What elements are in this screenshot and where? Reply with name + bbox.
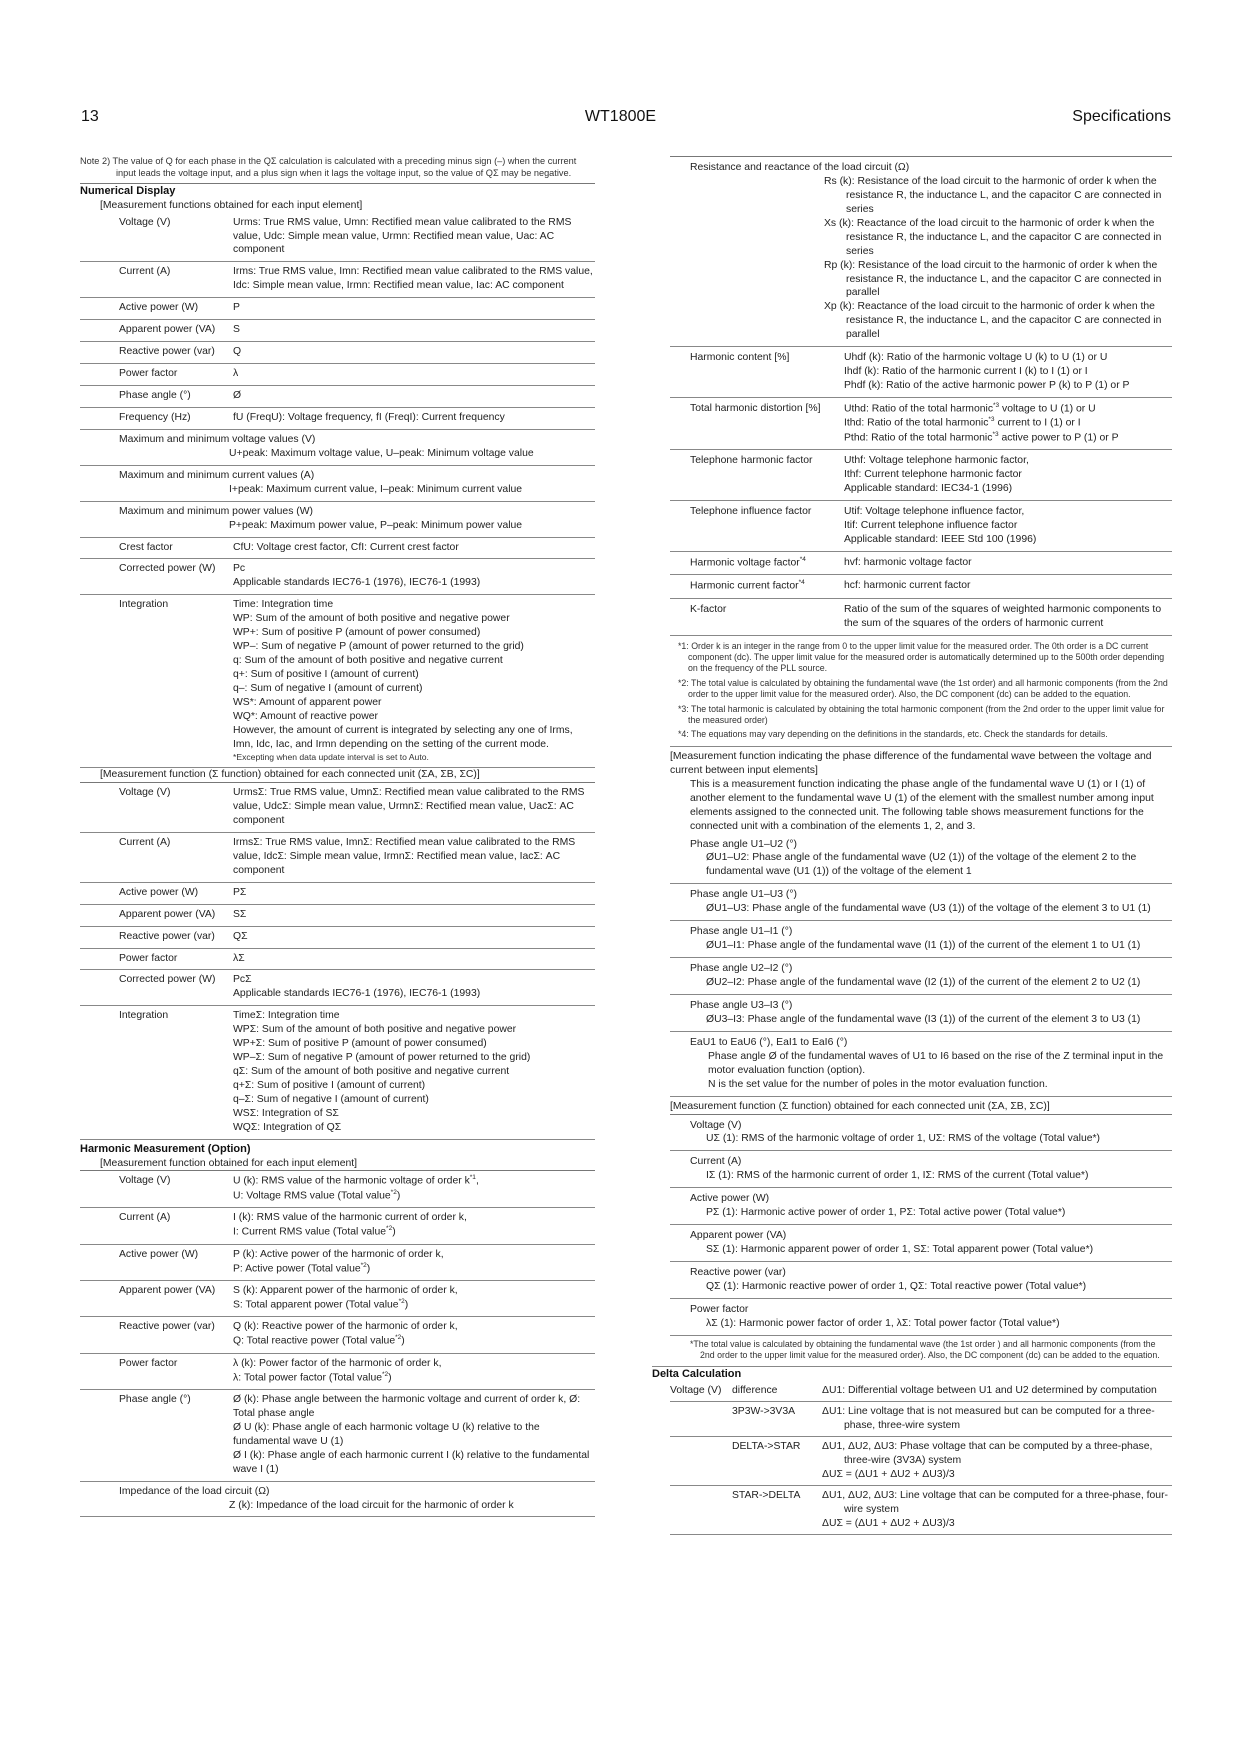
- phase-item: [670, 995, 1172, 1032]
- delta-row: [670, 1437, 1172, 1486]
- row-value: Pc: [233, 563, 246, 575]
- delta-mode: 3P3W->3V3A: [732, 1406, 796, 1418]
- row-label: Reactive power (var): [119, 1321, 215, 1333]
- harmonic-current-row: Current (A) I (k): RMS value of the harmonic current of order k, I: Current RMS value (Total value$^{*2}$): [80, 1208, 595, 1244]
- row-label: Total harmonic distortion [%]: [690, 403, 821, 414]
- delta-line: ΔU1, ΔU2, ΔU3: Phase voltage that can be computed by a three-phase, three-wire (3V3A) system: [822, 1441, 1153, 1467]
- text-line: WPΣ: Sum of the amount of both positive and negative power: [233, 1024, 517, 1036]
- row-value: QΣ: [233, 930, 248, 942]
- row-label: Current (A): [119, 266, 171, 278]
- delta-row: [670, 1486, 1172, 1535]
- table-row: [80, 927, 595, 949]
- phase-item: [670, 958, 1172, 995]
- row-label: Integration: [119, 599, 169, 611]
- table-row: [80, 298, 595, 320]
- row-value: λ (k): Power factor of the harmonic of order k,: [233, 1357, 442, 1369]
- row-value: Ratio of the sum of the squares of weighted harmonic components to the sum of the squares of the orders of harmonic current: [844, 603, 1162, 629]
- thd-text: voltage to U (1) or U: [999, 403, 1096, 415]
- row-value: U (k): RMS value of the harmonic voltage of order k: [233, 1175, 470, 1187]
- phase-item-text: ØU1–U2: Phase angle of the fundamental wave (U2 (1)) of the voltage of the element 2 to the fundamental wave (U1 (1)) of the voltage of the element 1: [706, 852, 1137, 878]
- harmonic-active-power-row: Active power (W) P (k): Active power of the harmonic of order k, P: Active power (Total value$^{*2}$): [80, 1245, 595, 1281]
- sigma-item-title: Voltage (V): [690, 1119, 742, 1131]
- crest-factor-row: [80, 538, 595, 560]
- sigma-item-text: λΣ (1): Harmonic power factor of order 1, λΣ: Total power factor (Total value*): [706, 1317, 1060, 1329]
- row-label: Crest factor: [119, 541, 173, 553]
- phase-item: [670, 921, 1172, 958]
- text-line: Ihdf (k): Ratio of the harmonic current I (k) to I (1) or I: [844, 366, 1088, 378]
- text-line: Applicable standard: IEC34-1 (1996): [844, 483, 1013, 495]
- delta-value: [822, 1384, 1172, 1398]
- row-label: Maximum and minimum current values (A): [119, 469, 315, 481]
- row-label: Voltage (V): [119, 216, 171, 228]
- text-line: Itif: Current telephone influence factor: [844, 519, 1018, 531]
- delta-line: ΔU1, ΔU2, ΔU3: Line voltage that can be computed for a three-phase, four-wire system: [822, 1489, 1169, 1515]
- row-label: Reactive power (var): [119, 930, 215, 942]
- text-line: q+Σ: Sum of positive I (amount of current): [233, 1080, 426, 1092]
- row-label: Harmonic current factor: [690, 580, 799, 592]
- integration-row: [80, 595, 595, 768]
- row-value-standards: Applicable standards IEC76-1 (1976), IEC76-1 (1993): [233, 577, 481, 589]
- phase-item: [670, 834, 1172, 885]
- table-row: [80, 883, 595, 905]
- integration-lines: [233, 598, 595, 751]
- row-label: Reactive power (var): [119, 346, 215, 358]
- corrected-power-sigma-row: [80, 970, 595, 1006]
- row-label: Voltage (V): [119, 1175, 171, 1187]
- table-row: [80, 262, 595, 298]
- row-label: Resistance and reactance of the load circuit (Ω): [690, 162, 910, 173]
- left-column: [80, 156, 595, 1517]
- text-line: WP–: Sum of negative P (amount of power returned to the grid): [233, 641, 524, 653]
- text-line: However, the amount of current is integrated by selecting any one of Irms, Imn, Idc, Iac, and Irmn depending on the setting of the current mode.: [233, 724, 573, 750]
- delta-row: [670, 1381, 1172, 1402]
- table-row: [80, 408, 595, 430]
- row-label: Maximum and minimum power values (W): [119, 505, 314, 517]
- text-line: WSΣ: Integration of SΣ: [233, 1107, 339, 1119]
- phase-intro: This is a measurement function indicating the phase angle of the fundamental wave U (1) or I (1) of another element to the fundamental wave U (1) of the element with the smallest number among input elements assigned to the connected unit. The following table shows measurement functions for the connected unit with a combination of the elements 1, 2, and 3.: [690, 778, 1154, 832]
- integration-note: *Excepting when data update interval is set to Auto.: [233, 751, 429, 762]
- row-value: Z (k): Impedance of the load circuit for the harmonic of order k: [229, 1499, 514, 1511]
- telephone-harmonic-row: [670, 450, 1172, 501]
- row-label: Phase angle (°): [119, 390, 191, 402]
- delta-line: ΔU1: Line voltage that is not measured but can be computed for a three-phase, three-wire system: [822, 1406, 1155, 1432]
- delta-line: ΔUΣ = (ΔU1 + ΔU2 + ΔU3)/3: [822, 1517, 955, 1529]
- table-row: [80, 320, 595, 342]
- thd-text: Pthd: Ratio of the total harmonic: [844, 432, 993, 444]
- harmonic-heading: Harmonic Measurement (Option): [80, 1142, 251, 1155]
- row-label: Impedance of the load circuit (Ω): [119, 1485, 270, 1497]
- text-line: Xs (k): Reactance of the load circuit to the harmonic of order k when the resistance R, the inductance L, and the capacitor C are connected in series: [824, 217, 1162, 257]
- footnote-ref: *1: [469, 1174, 476, 1182]
- sigma-item-title: Power factor: [690, 1303, 749, 1315]
- row-value-standards: Applicable standards IEC76-1 (1976), IEC76-1 (1993): [233, 988, 481, 1000]
- text-line: Phdf (k): Ratio of the active harmonic power P (k) to P (1) or P: [844, 380, 1130, 392]
- row-value: I+peak: Maximum current value, I–peak: Minimum current value: [229, 483, 523, 495]
- sigma-item: [670, 1114, 1172, 1152]
- row-label: Voltage (V): [119, 787, 171, 799]
- row-value: I (k): RMS value of the harmonic current of order k,: [233, 1212, 467, 1224]
- table-row: [80, 833, 595, 883]
- text-line: Rs (k): Resistance of the load circuit to the harmonic of order k when the resistance R, the inductance L, and the capacitor C are connected in series: [824, 175, 1162, 215]
- delta-line: ΔUΣ = (ΔU1 + ΔU2 + ΔU3)/3: [822, 1469, 955, 1481]
- footnote-ref: *3: [988, 416, 995, 424]
- section-title: Specifications: [1072, 108, 1171, 125]
- text-line: WQ*: Amount of reactive power: [233, 710, 378, 722]
- resistance-lines: [690, 175, 1172, 342]
- row-value: Q (k): Reactive power of the harmonic of order k,: [233, 1321, 458, 1333]
- footnote-ref: *3: [993, 402, 1000, 409]
- telephone-influence-row: [670, 501, 1172, 552]
- text-line: Ø U (k): Phase angle of each harmonic voltage U (k) relative to the fundamental wave U (1): [233, 1421, 540, 1447]
- footnote-ref: *2: [382, 1370, 389, 1378]
- row-value: P+peak: Maximum power value, P–peak: Minimum power value: [229, 519, 523, 531]
- k-factor-row: [670, 599, 1172, 635]
- ea-block: [670, 1032, 1172, 1097]
- text-line: WS*: Amount of apparent power: [233, 696, 382, 708]
- row-label: Apparent power (VA): [119, 1284, 216, 1296]
- harmonic-apparent-power-row: Apparent power (VA) S (k): Apparent power of the harmonic of order k, S: Total apparent power (Total value$^{*2}$): [80, 1281, 595, 1317]
- row-value: hcf: harmonic current factor: [844, 580, 971, 592]
- phase-section-title: [Measurement function indicating the phase difference of the fundamental wave between the voltage and current between input elements]: [670, 750, 1152, 776]
- row-value: P: Active power (Total value: [233, 1263, 361, 1275]
- phase-item-text: ØU1–I1: Phase angle of the fundamental wave (I1 (1)) of the current of the element 1 to U1 (1): [706, 940, 1141, 952]
- footnote-ref: *2: [360, 1261, 367, 1269]
- harmonic-phase-angle-row: [80, 1390, 595, 1482]
- table-row: [80, 782, 595, 833]
- row-label: Power factor: [119, 952, 178, 964]
- row-label: Power factor: [119, 1357, 178, 1369]
- sigma-subheading: [Measurement function (Σ function) obtained for each connected unit (ΣA, ΣB, ΣC)]: [100, 769, 480, 781]
- row-label: Apparent power (VA): [119, 908, 216, 920]
- sigma-item-text: PΣ (1): Harmonic active power of order 1, PΣ: Total active power (Total value*): [706, 1207, 1066, 1219]
- sigma-item: [670, 1262, 1172, 1299]
- delta-value: [822, 1489, 1172, 1531]
- text-line: q: Sum of the amount of both positive and negative current: [233, 655, 503, 667]
- harmonic-power-factor-row: Power factor λ (k): Power factor of the harmonic of order k, λ: Total power factor (Total value$^{*2}$): [80, 1354, 595, 1390]
- hcf-row: [670, 575, 1172, 598]
- thd-text: Uthd: Ratio of the total harmonic: [844, 403, 994, 415]
- text-line: Applicable standard: IEEE Std 100 (1996): [844, 533, 1037, 545]
- sigma-item: [670, 1188, 1172, 1225]
- row-value: S: Total apparent power (Total value: [233, 1299, 399, 1311]
- row-label: Apparent power (VA): [119, 324, 216, 336]
- text-line: Ø (k): Phase angle between the harmonic voltage and current of order k, Ø: Total phase angle: [233, 1393, 581, 1419]
- delta-rows: [670, 1381, 1172, 1534]
- phase-item-title: Phase angle U1–U3 (°): [690, 889, 797, 901]
- row-label: Phase angle (°): [119, 1393, 191, 1405]
- text-line: Rp (k): Resistance of the load circuit to the harmonic of order k when the resistance R, the inductance L, and the capacitor C are connected in parallel: [824, 259, 1162, 299]
- text-line: *1: Order k is an integer in the range from 0 to the upper limit value for the measured order. The 0th order is a DC current component (dc). The upper limit value for the measured order is automatically determined up to the 500th order depending on the frequency of the PLL source.: [678, 640, 1165, 674]
- text-line: Uthf: Voltage telephone harmonic factor,: [844, 455, 1029, 467]
- row-label: Active power (W): [119, 302, 199, 314]
- page-number: 13: [81, 108, 99, 125]
- phase-item-title: Phase angle U3–I3 (°): [690, 999, 793, 1011]
- delta-heading: Delta Calculation: [652, 1366, 1172, 1382]
- row-value: I: Current RMS value (Total value: [233, 1226, 387, 1238]
- row-label: Corrected power (W): [119, 974, 216, 986]
- table-row: [80, 949, 595, 971]
- phase-angle-lines: [233, 1393, 595, 1477]
- note-2: Note 2) The value of Q for each phase in the QΣ calculation is calculated with a preceding minus sign (–) when the current input leads the voltage input, and a plus sign when it lags the voltage input, so the value of QΣ may be negative.: [80, 156, 577, 178]
- row-value: U: Voltage RMS value (Total value: [233, 1190, 391, 1202]
- text-line: Time: Integration time: [233, 599, 334, 611]
- sigma-item: [670, 1225, 1172, 1262]
- input-element-subheading: [Measurement functions obtained for each input element]: [100, 199, 363, 211]
- sigma-items: [670, 1114, 1172, 1336]
- row-label: Active power (W): [119, 1248, 199, 1260]
- row-value: PΣ: [233, 886, 247, 898]
- row-value: hvf: harmonic voltage factor: [844, 556, 972, 568]
- sigma-section-title: [Measurement function (Σ function) obtained for each connected unit (ΣA, ΣB, ΣC)]: [670, 1100, 1050, 1112]
- row-label: Frequency (Hz): [119, 411, 191, 423]
- text-line: *3: The total harmonic is calculated by obtaining the total harmonic component (from the 2nd order to the upper limit value for the measured order): [678, 703, 1165, 726]
- footnote-ref: *2: [386, 1225, 393, 1233]
- row-value: Urms: True RMS value, Umn: Rectified mean value calibrated to the RMS value, Udc: Simple mean value, Urmn: Rectified mean value, Uac: AC component: [233, 216, 572, 256]
- sigma-item-title: Current (A): [690, 1156, 742, 1168]
- row-label: Corrected power (W): [119, 563, 216, 575]
- phase-item-text: ØU3–I3: Phase angle of the fundamental wave (I3 (1)) of the current of the element 3 to U3 (1): [706, 1013, 1141, 1025]
- ea-text-2: N is the set value for the number of poles in the motor evaluation function.: [708, 1078, 1048, 1090]
- numerical-display-heading: Numerical Display: [80, 183, 595, 199]
- delta-voltage-label: [670, 1440, 732, 1482]
- maxmin-voltage-row: [80, 430, 595, 466]
- harmonic-voltage-row: Voltage (V) U (k): RMS value of the harmonic voltage of order $k^{*1}$, U: Voltage RMS value (Total value$^{*2}$): [80, 1170, 595, 1208]
- delta-line: ΔU1: Differential voltage between U1 and U2 determined by computation: [822, 1385, 1157, 1397]
- row-label: Telephone harmonic factor: [690, 455, 813, 467]
- row-value: IrmsΣ: True RMS value, ImnΣ: Rectified mean value calibrated to the RMS value, IdcΣ: Simple mean value, IrmnΣ: Rectified mean value, IacΣ: AC component: [233, 836, 576, 876]
- impedance-row: [80, 1482, 595, 1518]
- sigma-item-text: IΣ (1): RMS of the harmonic current of order 1, IΣ: RMS of the current (Total value*): [706, 1170, 1089, 1182]
- phase-item-title: Phase angle U2–I2 (°): [690, 963, 793, 975]
- row-value: PcΣ: [233, 974, 252, 986]
- sigma-item-text: UΣ (1): RMS of the harmonic voltage of order 1, UΣ: RMS of the voltage (Total value*): [706, 1133, 1101, 1145]
- row-label: Current (A): [119, 836, 171, 848]
- sigma-rows: [80, 782, 595, 970]
- row-value: S (k): Apparent power of the harmonic of order k,: [233, 1284, 458, 1296]
- delta-row: [670, 1402, 1172, 1437]
- row-value: fU (FreqU): Voltage frequency, fI (FreqI): Current frequency: [233, 411, 505, 423]
- tif-lines: [844, 505, 1172, 547]
- phase-item: [670, 884, 1172, 921]
- row-value: U+peak: Maximum voltage value, U–peak: Minimum voltage value: [229, 447, 534, 459]
- footnotes: [670, 635, 1172, 746]
- text-line: qΣ: Sum of the amount of both positive and negative current: [233, 1066, 510, 1078]
- delta-voltage-label: [670, 1405, 732, 1433]
- harmonic-content-lines: [844, 351, 1172, 393]
- phase-item-text: ØU1–U3: Phase angle of the fundamental wave (U3 (1)) of the voltage of the element 3 to U1 (1): [706, 903, 1151, 915]
- row-label: Active power (W): [119, 886, 199, 898]
- text-line: q–: Sum of negative I (amount of current): [233, 682, 423, 694]
- footnote-ref: *2: [398, 1297, 405, 1305]
- row-label: Telephone influence factor: [690, 506, 812, 518]
- footnote-ref: *2: [390, 1188, 397, 1196]
- corrected-power-row: [80, 559, 595, 595]
- text-line: *2: The total value is calculated by obtaining the fundamental wave (the 1st order) and all harmonic components (from the 2nd order to the upper limit value for the measured order). Also, the DC component (dc) can be added to the equation.: [678, 677, 1168, 700]
- input-element-rows: [80, 213, 595, 430]
- row-value: S: [233, 324, 240, 336]
- thd-text: current to I (1) or I: [994, 417, 1081, 429]
- row-label: Power factor: [119, 368, 178, 380]
- thf-lines: [844, 454, 1172, 496]
- row-value: SΣ: [233, 908, 247, 920]
- harmonic-subheading: [Measurement function obtained for each input element]: [100, 1157, 358, 1169]
- thd-text: active power to P (1) or P: [998, 432, 1119, 444]
- sigma-item-title: Active power (W): [690, 1193, 770, 1205]
- sigma-item-title: Reactive power (var): [690, 1267, 786, 1279]
- text-line: Uhdf (k): Ratio of the harmonic voltage U (k) to U (1) or U: [844, 352, 1108, 364]
- resistance-reactance-block: [670, 156, 1172, 347]
- row-value: P: [233, 302, 240, 314]
- sigma-note: *The total value is calculated by obtaining the fundamental wave (the 1st order ) and all harmonic components (from the 2nd order to the upper limit value for the measured order). Also, the DC component (dc) can be added to the equation.: [690, 1338, 1160, 1361]
- row-value: λ: Total power factor (Total value: [233, 1372, 382, 1384]
- sigma-item: [670, 1151, 1172, 1188]
- table-row: [80, 213, 595, 263]
- table-row: [80, 386, 595, 408]
- text-line: WP: Sum of the amount of both positive and negative power: [233, 613, 510, 625]
- row-value: λ: [233, 368, 239, 380]
- delta-mode: difference: [732, 1385, 778, 1397]
- ea-text: Phase angle Ø of the fundamental waves of U1 to I6 based on the rise of the Z terminal input in the motor evaluation function (option).: [708, 1050, 1164, 1076]
- delta-voltage-label: [670, 1489, 732, 1531]
- maxmin-current-row: [80, 466, 595, 502]
- sigma-item-text: QΣ (1): Harmonic reactive power of order 1, QΣ: Total reactive power (Total value*): [706, 1280, 1087, 1292]
- harmonic-content-row: [670, 347, 1172, 398]
- row-value: λΣ: [233, 952, 245, 964]
- text-line: q–Σ: Sum of negative I (amount of current): [233, 1093, 429, 1105]
- row-value: CfU: Voltage crest factor, CfI: Current crest factor: [233, 541, 459, 553]
- phase-items: [670, 834, 1172, 1032]
- text-line: WQΣ: Integration of QΣ: [233, 1121, 342, 1133]
- text-line: Xp (k): Reactance of the load circuit to the harmonic of order k when the resistance R, the inductance L, and the capacitor C are connected in parallel: [824, 301, 1162, 341]
- row-label: Harmonic voltage factor: [690, 557, 800, 569]
- text-line: TimeΣ: Integration time: [233, 1010, 340, 1022]
- integration-sigma-lines: [233, 1009, 595, 1134]
- row-value: Q: [233, 346, 242, 358]
- phase-item-text: ØU2–I2: Phase angle of the fundamental wave (I2 (1)) of the current of the element 2 to U2 (1): [706, 977, 1141, 989]
- thd-row: [670, 398, 1172, 450]
- table-row: [80, 342, 595, 364]
- phase-item-title: Phase angle U1–U2 (°): [690, 838, 797, 850]
- text-line: Ø I (k): Phase angle of each harmonic current I (k) relative to the fundamental wave I (1): [233, 1449, 590, 1475]
- maxmin-power-row: [80, 502, 595, 538]
- phase-item-title: Phase angle U1–I1 (°): [690, 926, 793, 938]
- row-label: Harmonic content [%]: [690, 352, 790, 364]
- row-label: Current (A): [119, 1212, 171, 1224]
- text-line: WP–Σ: Sum of negative P (amount of power returned to the grid): [233, 1052, 531, 1064]
- table-row: [80, 364, 595, 386]
- delta-mode: DELTA->STAR: [732, 1441, 801, 1453]
- row-label: Integration: [119, 1010, 169, 1022]
- text-line: WP+Σ: Sum of positive P (amount of power consumed): [233, 1038, 487, 1050]
- row-label: Maximum and minimum voltage values (V): [119, 433, 316, 445]
- text-line: Ithf: Current telephone harmonic factor: [844, 469, 1022, 481]
- delta-value: [822, 1440, 1172, 1482]
- text-line: *4: The equations may vary depending on the definitions in the standards, etc. Check the standards for details.: [678, 729, 1108, 740]
- document-model: WT1800E: [584, 108, 657, 125]
- row-value: UrmsΣ: True RMS value, UmnΣ: Rectified mean value calibrated to the RMS value, UdcΣ: Simple mean value, UrmnΣ: Rectified mean value, UacΣ: AC component: [233, 787, 585, 826]
- row-value: Ø: [233, 390, 242, 402]
- delta-mode: STAR->DELTA: [732, 1489, 801, 1501]
- footnote-ref: *2: [395, 1334, 402, 1342]
- sigma-item: [670, 1299, 1172, 1336]
- right-column: [652, 156, 1172, 1535]
- text-line: q+: Sum of positive I (amount of current): [233, 669, 419, 681]
- table-row: [80, 905, 595, 927]
- text-line: WP+: Sum of positive P (amount of power consumed): [233, 627, 481, 639]
- integration-sigma-row: [80, 1006, 595, 1139]
- sigma-item-text: SΣ (1): Harmonic apparent power of order 1, SΣ: Total apparent power (Total value*): [706, 1244, 1094, 1256]
- row-value: Irms: True RMS value, Imn: Rectified mean value calibrated to the RMS value, Idc: Simple mean value, Irmn: Rectified mean value, Iac: AC component: [233, 266, 593, 292]
- thd-text: Ithd: Ratio of the total harmonic: [844, 417, 989, 429]
- row-label: K-factor: [690, 603, 727, 615]
- sigma-item-title: Apparent power (VA): [690, 1230, 787, 1242]
- ea-title: EaU1 to EaU6 (°), EaI1 to EaI6 (°): [690, 1036, 848, 1048]
- row-value: Q: Total reactive power (Total value: [233, 1335, 396, 1347]
- row-value: P (k): Active power of the harmonic of order k,: [233, 1248, 444, 1260]
- footnote-ref: *4: [799, 555, 806, 563]
- hvf-row: [670, 552, 1172, 575]
- harmonic-reactive-power-row: Reactive power (var) Q (k): Reactive power of the harmonic of order k, Q: Total reactive power (Total value$^{*2}$): [80, 1317, 595, 1353]
- text-line: Utif: Voltage telephone influence factor,: [844, 506, 1025, 518]
- delta-voltage-label: Voltage (V): [670, 1385, 722, 1397]
- footnote-ref: *3: [992, 430, 999, 438]
- delta-value: [822, 1405, 1172, 1433]
- footnote-ref: *4: [798, 579, 805, 587]
